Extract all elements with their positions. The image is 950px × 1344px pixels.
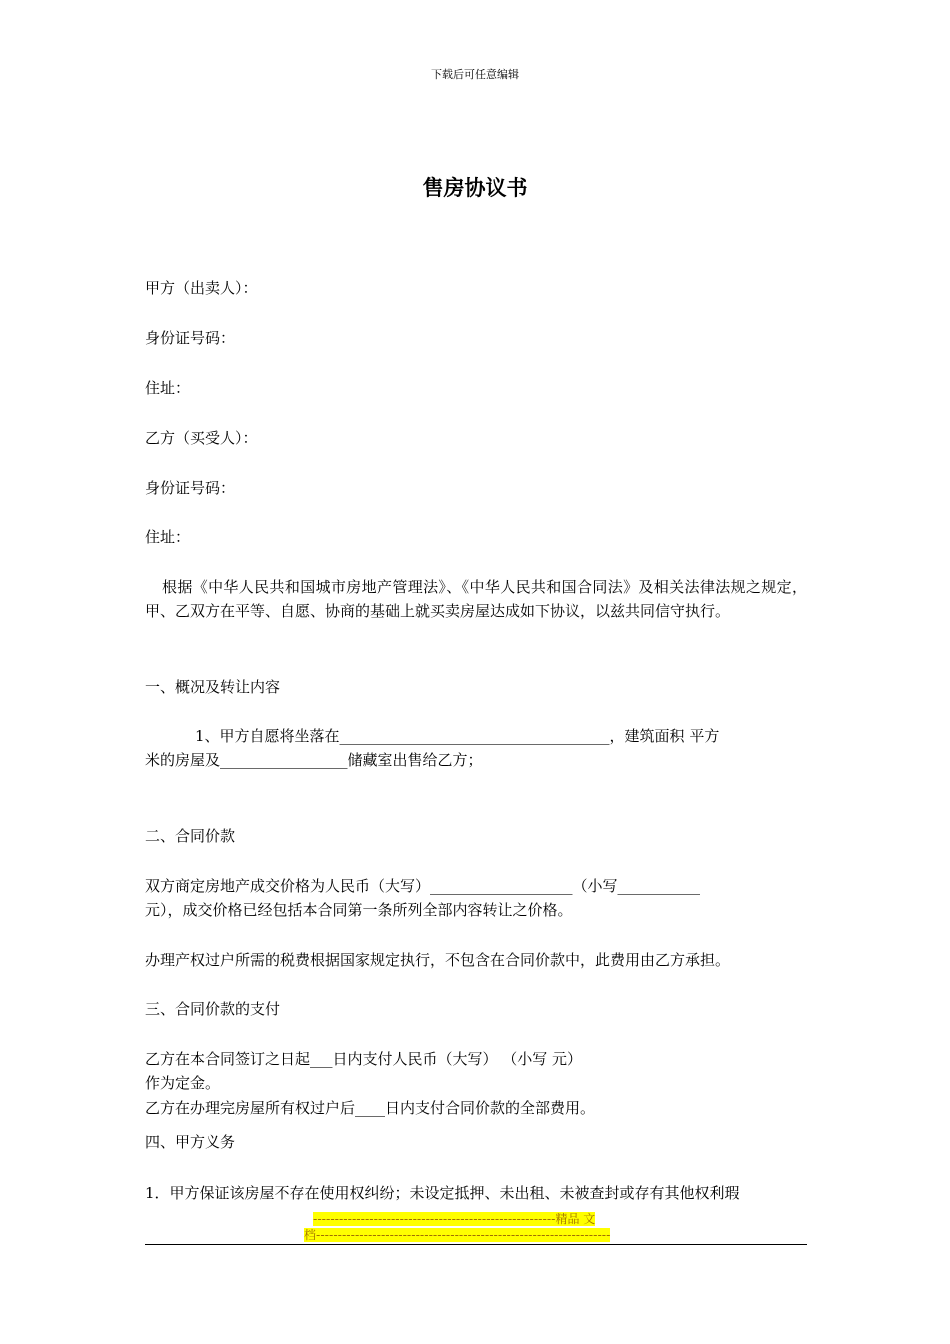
- preamble-paragraph: 根据《中华人民共和国城市房地产管理法》、《中华人民共和国合同法》及相关法律法规之规定，甲、乙双方在平等、自愿、协商的基础上就买卖房屋达成如下协议，以兹共同信守执行。: [145, 578, 807, 620]
- party-a-id-label: 身份证号码：: [145, 329, 236, 347]
- section4-heading: 四、甲方义务: [145, 1133, 236, 1151]
- document-title: 售房协议书: [422, 176, 528, 200]
- party-b-label: 乙方（买受人）：: [145, 429, 258, 447]
- section3-deposit-line1: 乙方在本合同签订之日起___日内支付人民币（大写） （小写 元）: [145, 1050, 583, 1068]
- section2-heading: 二、合同价款: [145, 827, 236, 845]
- party-b-id-label: 身份证号码：: [145, 479, 236, 497]
- party-a-address-label: 住址：: [145, 379, 191, 397]
- section2-price-line2: 元），成交价格已经包括本合同第一条所列全部内容转让之价格。: [145, 901, 573, 919]
- section3-heading: 三、合同价款的支付: [145, 1000, 281, 1018]
- section2-tax-note: 办理产权过户所需的税费根据国家规定执行，不包含在合同价款中，此费用由乙方承担。: [145, 951, 731, 969]
- section1-heading: 一、概况及转让内容: [145, 678, 281, 696]
- party-b-address-label: 住址：: [145, 528, 191, 546]
- section3-deposit-line2: 作为定金。: [145, 1074, 221, 1092]
- section2-price-line1: 双方商定房地产成交价格为人民币（大写）___________________（小写___________: [145, 877, 701, 895]
- footer-watermark-line1: --------------------------------------------------------精品 文: [313, 1212, 596, 1226]
- section1-item1-line1: 1、甲方自愿将坐落在____________________________________，建筑面积 平方: [195, 727, 720, 745]
- section1-item1-line2: 米的房屋及_________________储藏室出售给乙方；: [145, 751, 483, 769]
- header-note: 下载后可任意编辑: [431, 68, 519, 81]
- footer-watermark-line2: 档--------------------------------------------------------------------: [304, 1228, 611, 1242]
- section3-balance: 乙方在办理完房屋所有权过户后____日内支付合同价款的全部费用。: [145, 1099, 596, 1117]
- footer-divider: [145, 1244, 807, 1245]
- section4-item1: 1．甲方保证该房屋不存在使用权纠纷；未设定抵押、未出租、未被查封或存有其他权利瑕: [145, 1184, 740, 1202]
- party-a-label: 甲方（出卖人）：: [145, 279, 258, 297]
